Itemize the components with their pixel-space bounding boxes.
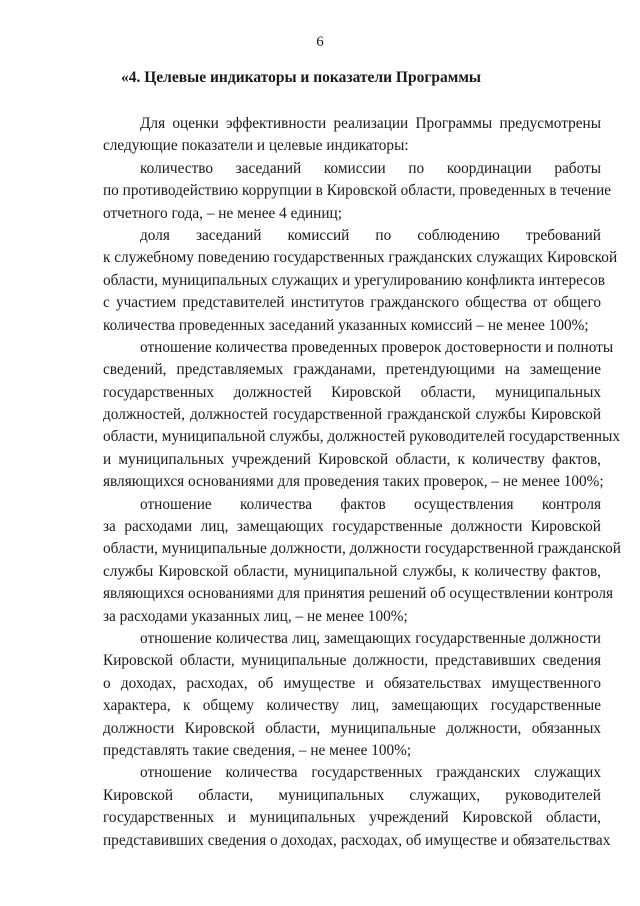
text-line: Кировской области, муниципальных служащих, руководителей [103,786,601,804]
text-line: отчетного года, – не менее 4 единиц; [103,204,342,222]
text-line: представлять такие сведения, – не менее 100%; [103,741,412,759]
text-line: о доходах, расходах, об имуществе и обязательствах имущественного [103,674,601,692]
text-line: за расходами указанных лиц, – не менее 100%; [103,607,408,625]
text-line: количества проведенных заседаний указанных комиссий – не менее 100%; [103,316,589,334]
text-line: следующие показатели и целевые индикаторы: [103,137,409,155]
text-line: отношение количества фактов осуществления контроля [140,495,601,513]
text-line: доля заседаний комиссий по соблюдению требований [140,226,601,244]
text-line: области, муниципальные должности, должности государственной гражданской [103,540,621,558]
text-line: количество заседаний комиссии по координации работы [140,159,601,177]
text-line: представивших сведения о доходах, расходах, об имуществе и обязательствах [103,831,611,849]
section-heading: «4. Целевые индикаторы и показатели Программы [121,69,481,86]
text-line: отношение количества государственных гражданских служащих [140,764,601,782]
text-line: отношение количества лиц, замещающих государственные должности [140,629,601,647]
text-line: области, муниципальной службы, должностей руководителей государственных [103,428,621,446]
text-line: службы Кировской области, муниципальной службы, к количеству фактов, [103,562,601,580]
text-line: с участием представителей институтов гражданского общества от общего [103,294,601,312]
text-line: области, муниципальных служащих и урегулированию конфликта интересов [103,271,605,289]
body-text [103,113,621,852]
text-line: должностей, должностей государственной гражданской службы Кировской [103,406,601,424]
text-line: являющихся основаниями для принятия решений об осуществлении контроля [103,585,614,603]
text-line: Для оценки эффективности реализации Программы предусмотрены [140,115,601,132]
text-line: сведений, представляемых гражданами, претендующими на замещение [103,361,601,379]
text-line: государственных и муниципальных учреждений Кировской области, [103,809,601,827]
text-line: к служебному поведению государственных гражданских служащих Кировской [103,249,618,267]
text-line: должности Кировской области, муниципальные должности, обязанных [103,719,601,737]
text-line: Кировской области, муниципальные должности, представивших сведения [103,652,601,670]
text-line: отношение количества проведенных проверок достоверности и полноты [140,338,614,356]
text-line: по противодействию коррупции в Кировской области, проведенных в течение [103,182,612,200]
text-line: и муниципальных учреждений Кировской области, к количеству фактов, [103,450,601,468]
page-number: 6 [316,34,324,50]
text-line: за расходами лиц, замещающих государственные должности Кировской [103,518,601,536]
text-line: государственных должностей Кировской области, муниципальных [103,383,601,401]
text-line: характера, к общему количеству лиц, замещающих государственные [103,697,601,715]
text-line: являющихся основаниями для проведения таких проверок, – не менее 100%; [103,473,604,491]
